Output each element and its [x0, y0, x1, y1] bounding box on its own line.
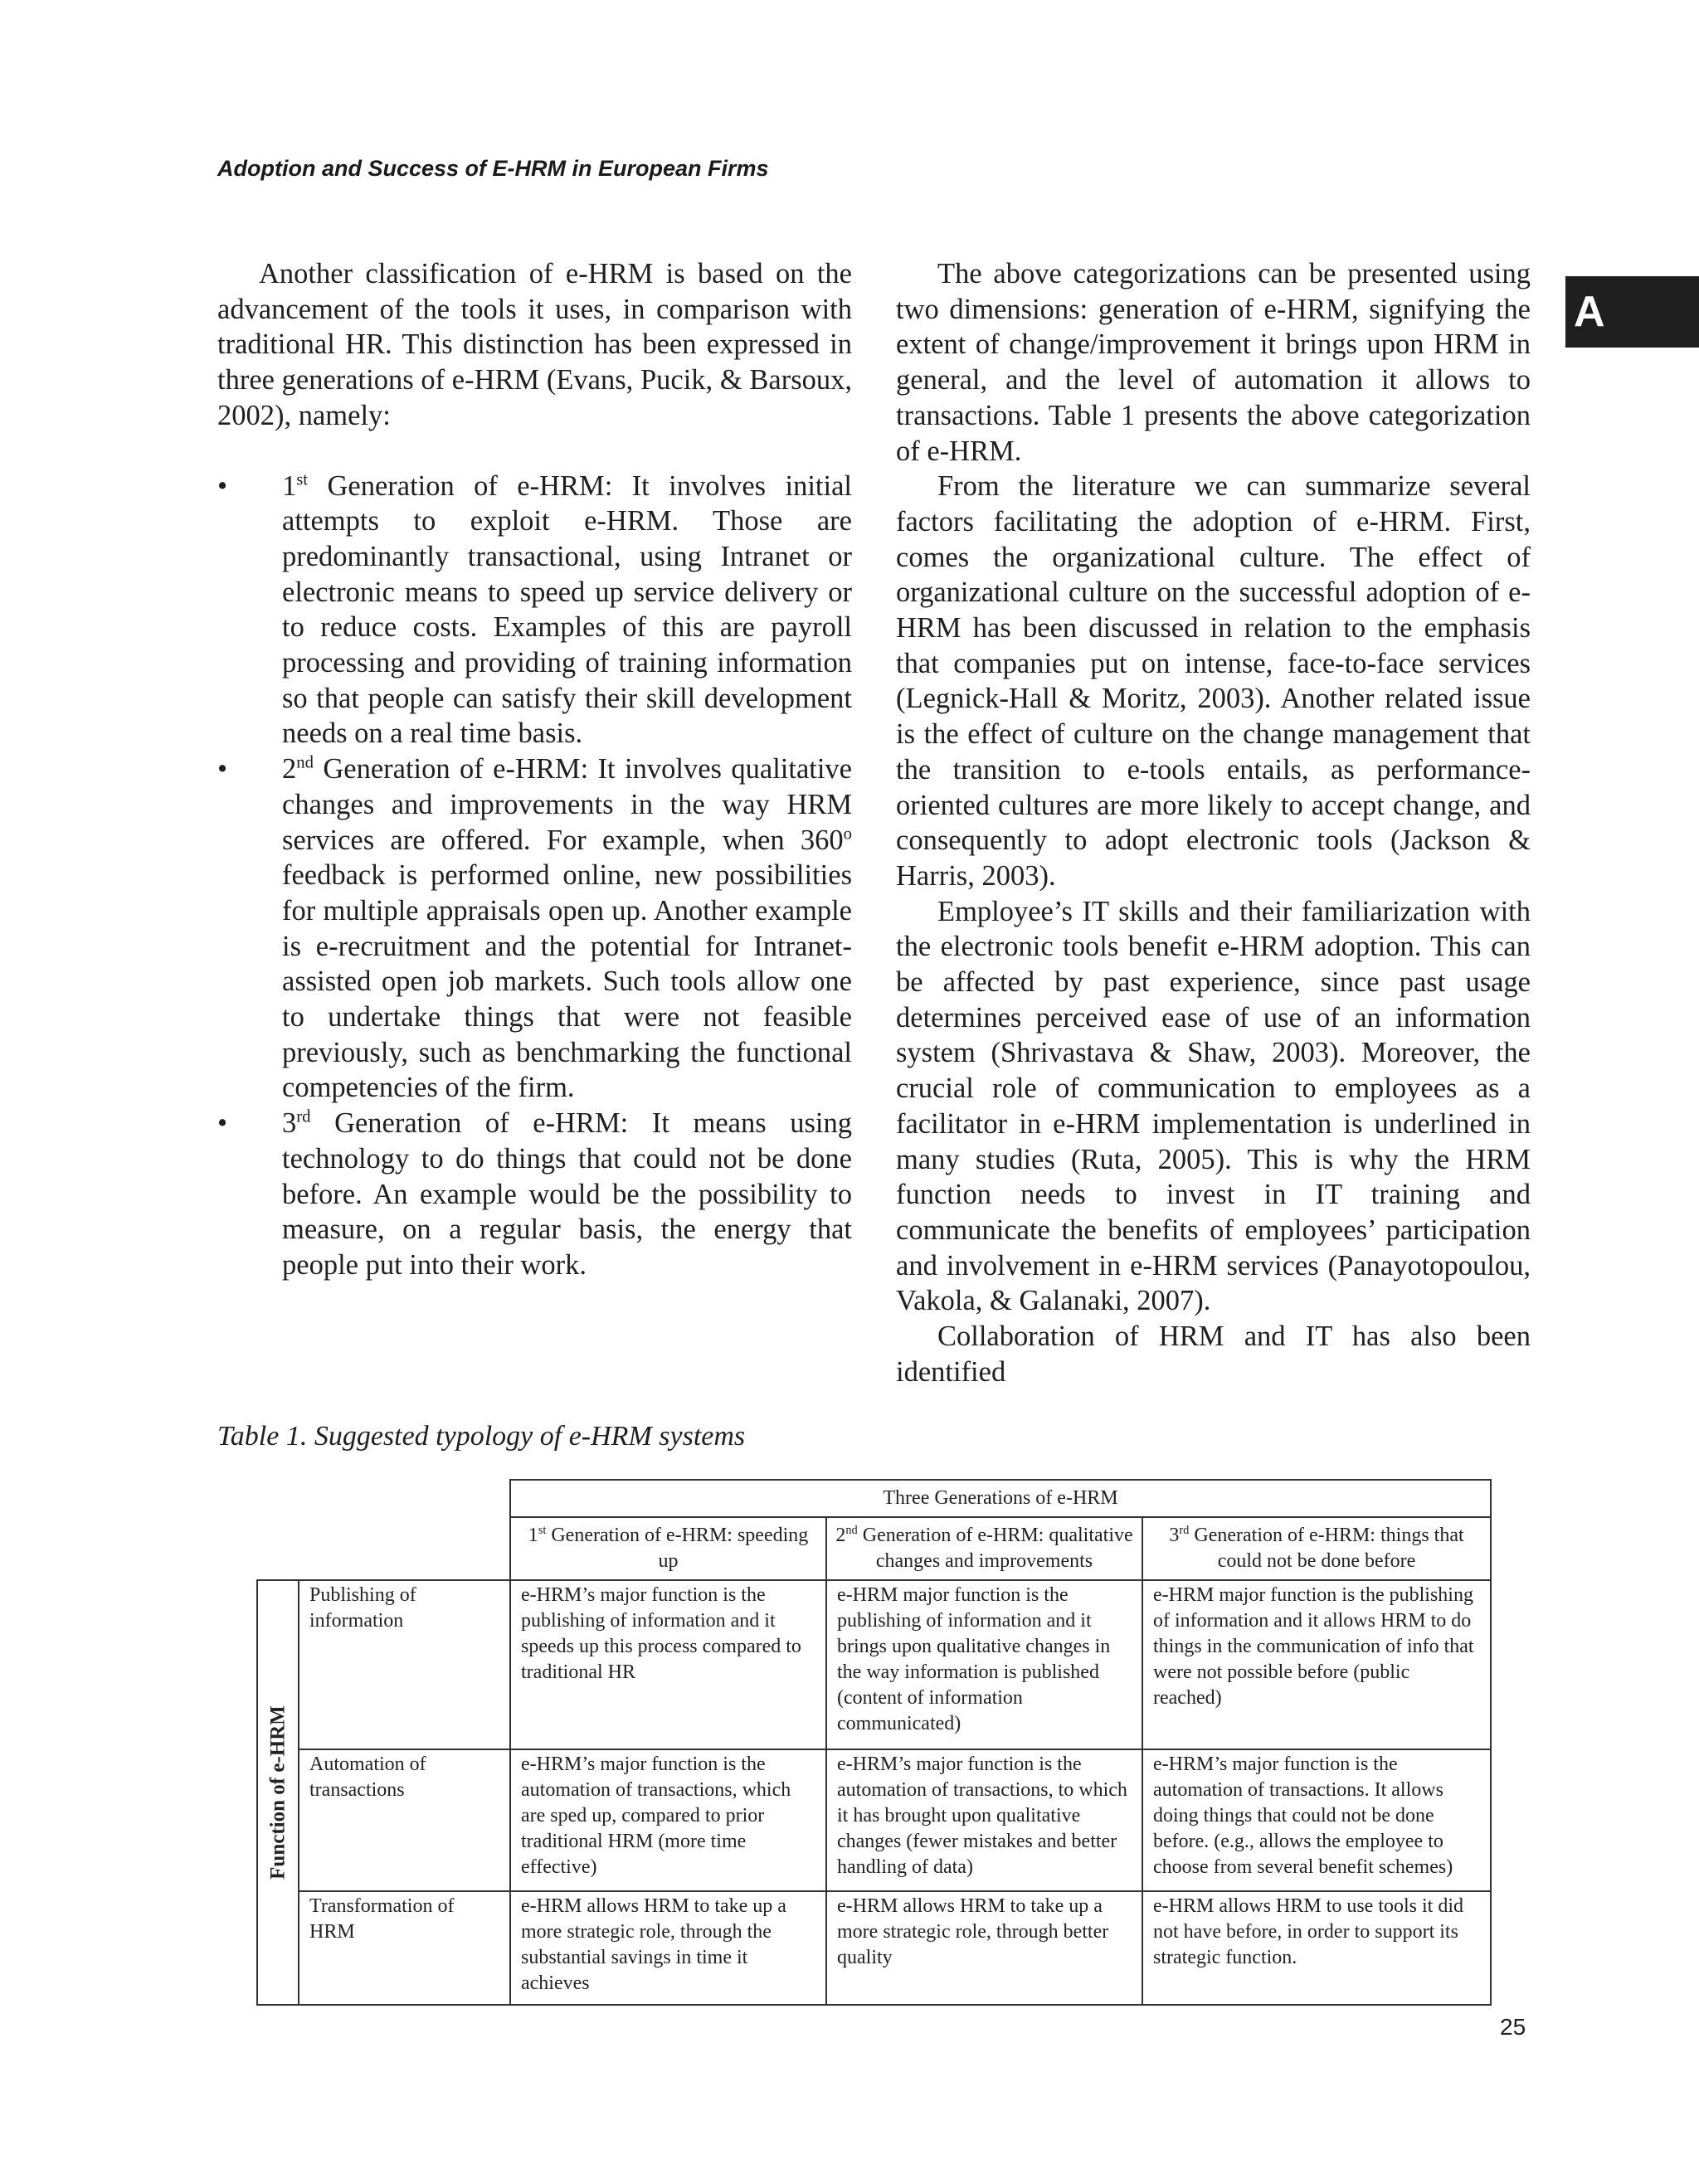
- row-label: Transformation of HRM: [299, 1891, 510, 2005]
- column-header-gen2: [826, 1517, 1142, 1580]
- table-row: [257, 1891, 1491, 2005]
- ordinal-number: 3: [282, 1107, 297, 1140]
- table-header-row: [257, 1480, 1491, 1517]
- ordinal-suffix: rd: [1179, 1524, 1190, 1537]
- bullet-icon: •: [217, 753, 228, 786]
- body-paragraph: Employee’s IT skills and their familiarization with the electronic tools benefit e-HRM adoption. This can be affected by past experience, since past usage determines perceived ease of use of an information system (Shrivastava & Shaw, 2003). Moreover, the crucial role of communication to employees as a facilitator in e-HRM implementation is underlined in many studies (Ruta, 2005). This is why the HRM function needs to invest in IT training and communicate the benefits of employees’ participation and involvement in e-HRM services (Panayotopoulou, Vakola, & Galanaki, 2007).: [896, 895, 1531, 1317]
- table-cell: e-HRM’s major function is the automation of transactions. It allows doing things that could not be done before. (e.g., allows the employee to choose from several benefit schemes): [1142, 1749, 1491, 1892]
- body-paragraph: From the literature we can summarize several factors facilitating the adoption of e-HRM. First, comes the organizational culture. The effect of organizational culture on the successful adoption of e-HRM has been discussed in relation to the emphasis that companies put on intense, face-to-face services (Legnick-Hall & Moritz, 2003). Another related issue is the effect of culture on the change management that the transition to e-tools entails, as performance-oriented cultures are more likely to accept change, and consequently to adopt electronic tools (Jackson & Harris, 2003).: [896, 470, 1531, 892]
- running-header: Adoption and Success of E-HRM in European Firms: [217, 156, 769, 181]
- function-axis-label: [257, 1580, 299, 2005]
- table-header-row: [257, 1517, 1491, 1580]
- body-paragraph: Collaboration of HRM and IT has also been identified: [896, 1321, 1531, 1388]
- ordinal-suffix: rd: [296, 1107, 311, 1126]
- table-cell: e-HRM’s major function is the automation of transactions, to which it has brought upon qualitative changes (fewer mistakes and better handling of data): [826, 1749, 1142, 1892]
- list-item: [217, 752, 852, 1106]
- table-corner: [257, 1517, 510, 1580]
- axis-label-text: Function of e-HRM: [266, 1705, 290, 1880]
- left-column: [217, 256, 852, 1283]
- ordinal-suffix: nd: [296, 753, 314, 772]
- table-cell: e-HRM allows HRM to take up a more strategic role, through the substantial savings in time it achieves: [510, 1891, 826, 2005]
- table-cell: e-HRM’s major function is the publishing of information and it speeds up this process compared to traditional HR: [510, 1580, 826, 1749]
- table-row: [257, 1580, 1491, 1749]
- section-tab: A: [1565, 276, 1699, 348]
- ordinal-number: 3: [1169, 1525, 1180, 1546]
- table-cell: e-HRM allows HRM to take up a more strategic role, through better quality: [826, 1891, 1142, 2005]
- list-item: [217, 1106, 852, 1283]
- ordinal-number: 1: [282, 469, 297, 502]
- column-header-gen1: [510, 1517, 826, 1580]
- bullet-icon: •: [217, 1107, 228, 1140]
- column-header-gen3: [1142, 1517, 1491, 1580]
- table-cell: e-HRM’s major function is the automation of transactions, which are sped up, compared to prior traditional HRM (more time effective): [510, 1749, 826, 1892]
- list-item-text: Generation of e-HRM: It involves initial attempts to exploit e-HRM. Those are predominantly transactional, using Intranet or electronic means to speed up service delivery or to reduce costs. Examples of this are payroll processing and providing of training information so that people can satisfy their skill development needs on a real time basis.: [282, 469, 852, 750]
- column-header-label: Generation of e-HRM: things that could not be done before: [1189, 1525, 1464, 1572]
- typology-table: [256, 1479, 1492, 2006]
- table-cell: e-HRM allows HRM to use tools it did not have before, in order to support its strategic function.: [1142, 1891, 1491, 2005]
- generations-header: Three Generations of e-HRM: [510, 1480, 1491, 1517]
- degree-mark: o: [843, 824, 852, 844]
- body-paragraph: The above categorizations can be presented using two dimensions: generation of e-HRM, signifying the extent of change/improvement it brings upon HRM in general, and the level of automation it allows to transactions. Table 1 presents the above categorization of e-HRM.: [896, 258, 1531, 467]
- row-label: Publishing of information: [299, 1580, 510, 1749]
- bullet-icon: •: [217, 469, 228, 502]
- table-caption: Table 1. Suggested typology of e-HRM systems: [217, 1421, 746, 1452]
- ordinal-number: 1: [528, 1525, 538, 1546]
- generation-list: [217, 469, 852, 1283]
- list-item-text: Generation of e-HRM: It means using technology to do things that could not be done before. An example would be the possibility to measure, on a regular basis, the energy that people put into their work.: [282, 1107, 852, 1281]
- list-item-text: Generation of e-HRM: It involves qualitative changes and improvements in the way HRM services are offered. For example, when 360: [282, 753, 852, 856]
- table-cell: e-HRM major function is the publishing of information and it brings upon qualitative changes in the way information is published (content of information communicated): [826, 1580, 1142, 1749]
- row-label: Automation of transactions: [299, 1749, 510, 1892]
- table-row: [257, 1749, 1491, 1892]
- list-item-text: feedback is performed online, new possibilities for multiple appraisals open up. Another example is e-recruitment and the potential for Intranet-assisted open job markets. Such tools allow one to undertake things that were not feasible previously, such as benchmarking the functional competencies of the firm.: [282, 859, 852, 1104]
- right-column: [896, 256, 1531, 1390]
- table-corner: [257, 1480, 510, 1517]
- ordinal-suffix: st: [538, 1524, 547, 1537]
- ordinal-suffix: st: [296, 470, 309, 489]
- column-header-label: Generation of e-HRM: speeding up: [546, 1525, 809, 1572]
- list-item: [217, 469, 852, 752]
- ordinal-number: 2: [835, 1525, 846, 1546]
- table-cell: e-HRM major function is the publishing of information and it allows HRM to do things in the communication of info that were not possible before (public reached): [1142, 1580, 1491, 1749]
- intro-paragraph: Another classification of e-HRM is based on the advancement of the tools it uses, in comparison with traditional HR. This distinction has been expressed in three generations of e-HRM (Evans, Pucik, & Barsoux, 2002), namely:: [217, 258, 852, 431]
- ordinal-number: 2: [282, 753, 297, 786]
- ordinal-suffix: nd: [845, 1524, 858, 1537]
- column-header-label: Generation of e-HRM: qualitative changes and improvements: [857, 1525, 1133, 1572]
- page-number: 25: [1500, 2014, 1526, 2040]
